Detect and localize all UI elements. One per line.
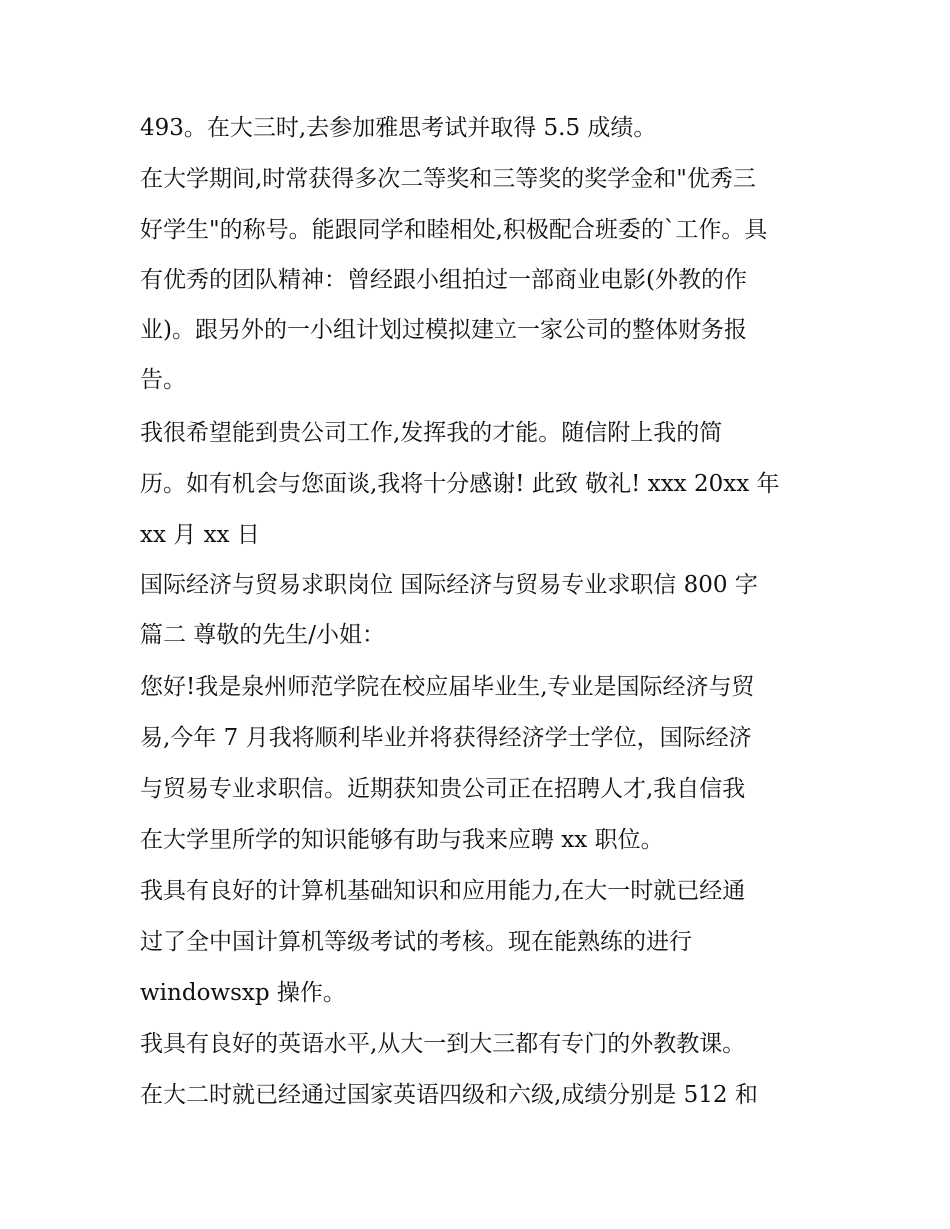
paragraph-line: 在大二时就已经通过国家英语四级和六级,成绩分别是 512 和 bbox=[140, 1082, 758, 1108]
paragraph-line: 告。 bbox=[140, 367, 186, 393]
paragraph-line: 易,今年 7 月我将顺利毕业并将获得经济学士学位，国际经济 bbox=[140, 725, 752, 751]
paragraph-line: 有优秀的团队精神：曾经跟小组拍过一部商业电影(外教的作 bbox=[140, 267, 747, 293]
paragraph-line: 过了全中国计算机等级考试的考核。现在能熟练的进行 bbox=[140, 929, 692, 955]
paragraph-line: 在大学期间,时常获得多次二等奖和三等奖的奖学金和"优秀三 bbox=[140, 166, 756, 192]
paragraph-line: 在大学里所学的知识能够有助与我来应聘 xx 职位。 bbox=[140, 827, 664, 853]
paragraph-line: 国际经济与贸易求职岗位 国际经济与贸易专业求职信 800 字 bbox=[140, 572, 758, 598]
paragraph-line: 493。在大三时,去参加雅思考试并取得 5.5 成绩。 bbox=[140, 115, 657, 141]
paragraph-line: 篇二 尊敬的先生/小姐： bbox=[140, 622, 386, 648]
paragraph-line: 历。如有机会与您面谈,我将十分感谢! 此致 敬礼! xxx 20xx 年 bbox=[140, 471, 780, 497]
paragraph-line: 我具有良好的计算机基础知识和应用能力,在大一时就已经通 bbox=[140, 878, 746, 904]
paragraph-line: windowsxp 操作。 bbox=[140, 980, 346, 1006]
paragraph-line: 业)。跟另外的一小组计划过模拟建立一家公司的整体财务报 bbox=[140, 317, 747, 343]
paragraph-line: 您好!我是泉州师范学院在校应届毕业生,专业是国际经济与贸 bbox=[140, 674, 755, 700]
paragraph-line: 好学生"的称号。能跟同学和睦相处,积极配合班委的`工作。具 bbox=[140, 217, 768, 243]
paragraph-line: 与贸易专业求职信。近期获知贵公司正在招聘人才,我自信我 bbox=[140, 776, 746, 802]
paragraph-line: 我很希望能到贵公司工作,发挥我的才能。随信附上我的简 bbox=[140, 420, 723, 446]
paragraph-line: 我具有良好的英语水平,从大一到大三都有专门的外教教课。 bbox=[140, 1031, 746, 1057]
paragraph-line: xx 月 xx 日 bbox=[140, 522, 260, 548]
